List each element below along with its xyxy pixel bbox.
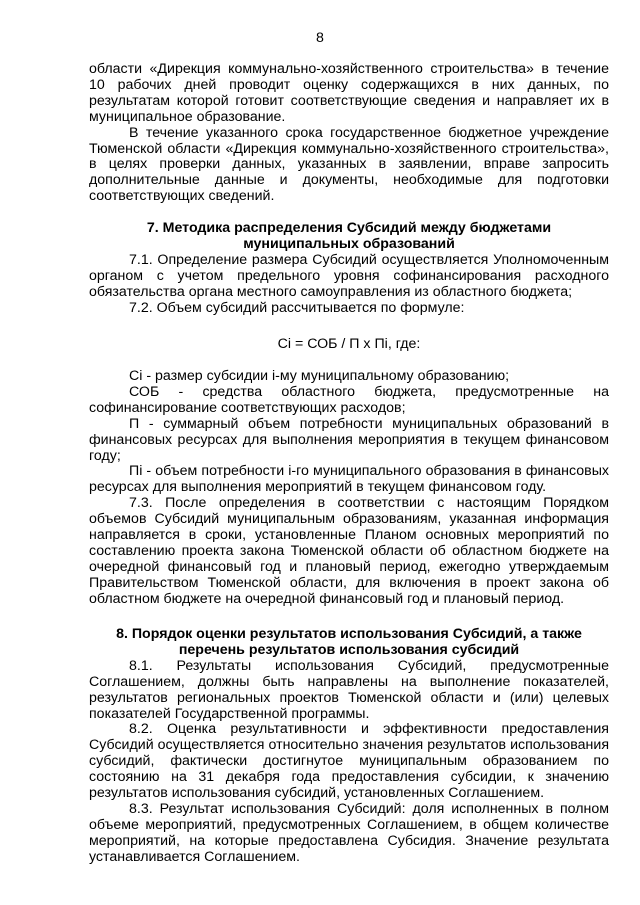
text-block-intro [89, 62, 609, 205]
section-7-title-line-2: муниципальных образований [243, 235, 455, 252]
page-number: 8 [316, 30, 324, 46]
section-8-title-line-1: 8. Порядок оценки результатов использования Субсидий, а также [116, 626, 582, 642]
clause-7-3: 7.3. После определения в соответствии с настоящим Порядком объемов Субсидий муниципальным образованиям, указанная информация направляется в сроки, установленные Планом основных мероприятий по составлению проекта закона Тюменской области об областном бюджете на очередной финансовый год и плановый период, ежегодно утверждаемым Правительством Тюменской области, для включения в проект закона об областном бюджете на очередной финансовый год и плановый период. [89, 495, 609, 607]
clause-8-3: 8.3. Результат использования Субсидий: доля исполненных в полном объеме мероприятий, предусмотренных Соглашением, в общем количестве мероприятий, на которые предоставлена Субсидия. Значение результата устанавливается Соглашением. [89, 800, 609, 865]
definition-ci: Сi - размер субсидии i-му муниципальному образованию; [129, 368, 510, 384]
clause-8-1: 8.1. Результаты использования Субсидий, предусмотренные Соглашением, должны быть направлены на выполнение показателей, результатов региональных проектов Тюменской области и (или) целевых показателей Государственной программы. [89, 657, 609, 722]
paragraph-continuation: области «Дирекция коммунально-хозяйственного строительства» в течение 10 рабочих дней проводит оценку содержащихся в них данных, по результатам которой готовит соответствующие сведения и направляет их в муниципальное образование. [89, 61, 609, 125]
section-7 [89, 221, 609, 316]
clause-7-2: 7.2. Объем субсидий рассчитывается по формуле: [129, 299, 465, 316]
section-8 [89, 627, 609, 866]
section-7-title-line-1: 7. Методика распределения Субсидий между бюджетами [146, 220, 552, 236]
formula: Сi = СОБ / П х Пi, где: [277, 336, 421, 352]
definition-pi: Пi - объем потребности i-го муниципального образования в финансовых ресурсах для выполнения мероприятий в текущем финансовом году. [89, 463, 609, 496]
definition-p: П - суммарный объем потребности муниципальных образований в финансовых ресурсах для выполнения мероприятия в текущем финансовом году; [89, 415, 609, 464]
section-8-title-line-2: перечень результатов использования субсидий [178, 641, 520, 658]
paragraph-verification: В течение указанного срока государственное бюджетное учреждение Тюменской области «Дирекция коммунально-хозяйственного строительства», в целях проверки данных, указанных в заявлении, вправе запросить дополнительные данные и документы, необходимые для подготовки соответствующих сведений. [89, 124, 609, 205]
clause-7-1: 7.1. Определение размера Субсидий осуществляется Уполномоченным органом с учетом предельного уровня софинансирования расходного обязательства органа местного самоуправления из областного бюджета; [89, 251, 609, 300]
definition-sob: СОБ - средства областного бюджета, предусмотренные на софинансирование соответствующих расходов; [89, 383, 609, 416]
formula-definitions [89, 369, 609, 608]
clause-8-2: 8.2. Оценка результативности и эффективности предоставления Субсидий осуществляется относительно значения результатов использования субсидий, фактически достигнутое муниципальным образованием по состоянию на 31 декабря года предоставления субсидии, к значению результатов использования субсидий, установленных Соглашением. [89, 721, 609, 802]
